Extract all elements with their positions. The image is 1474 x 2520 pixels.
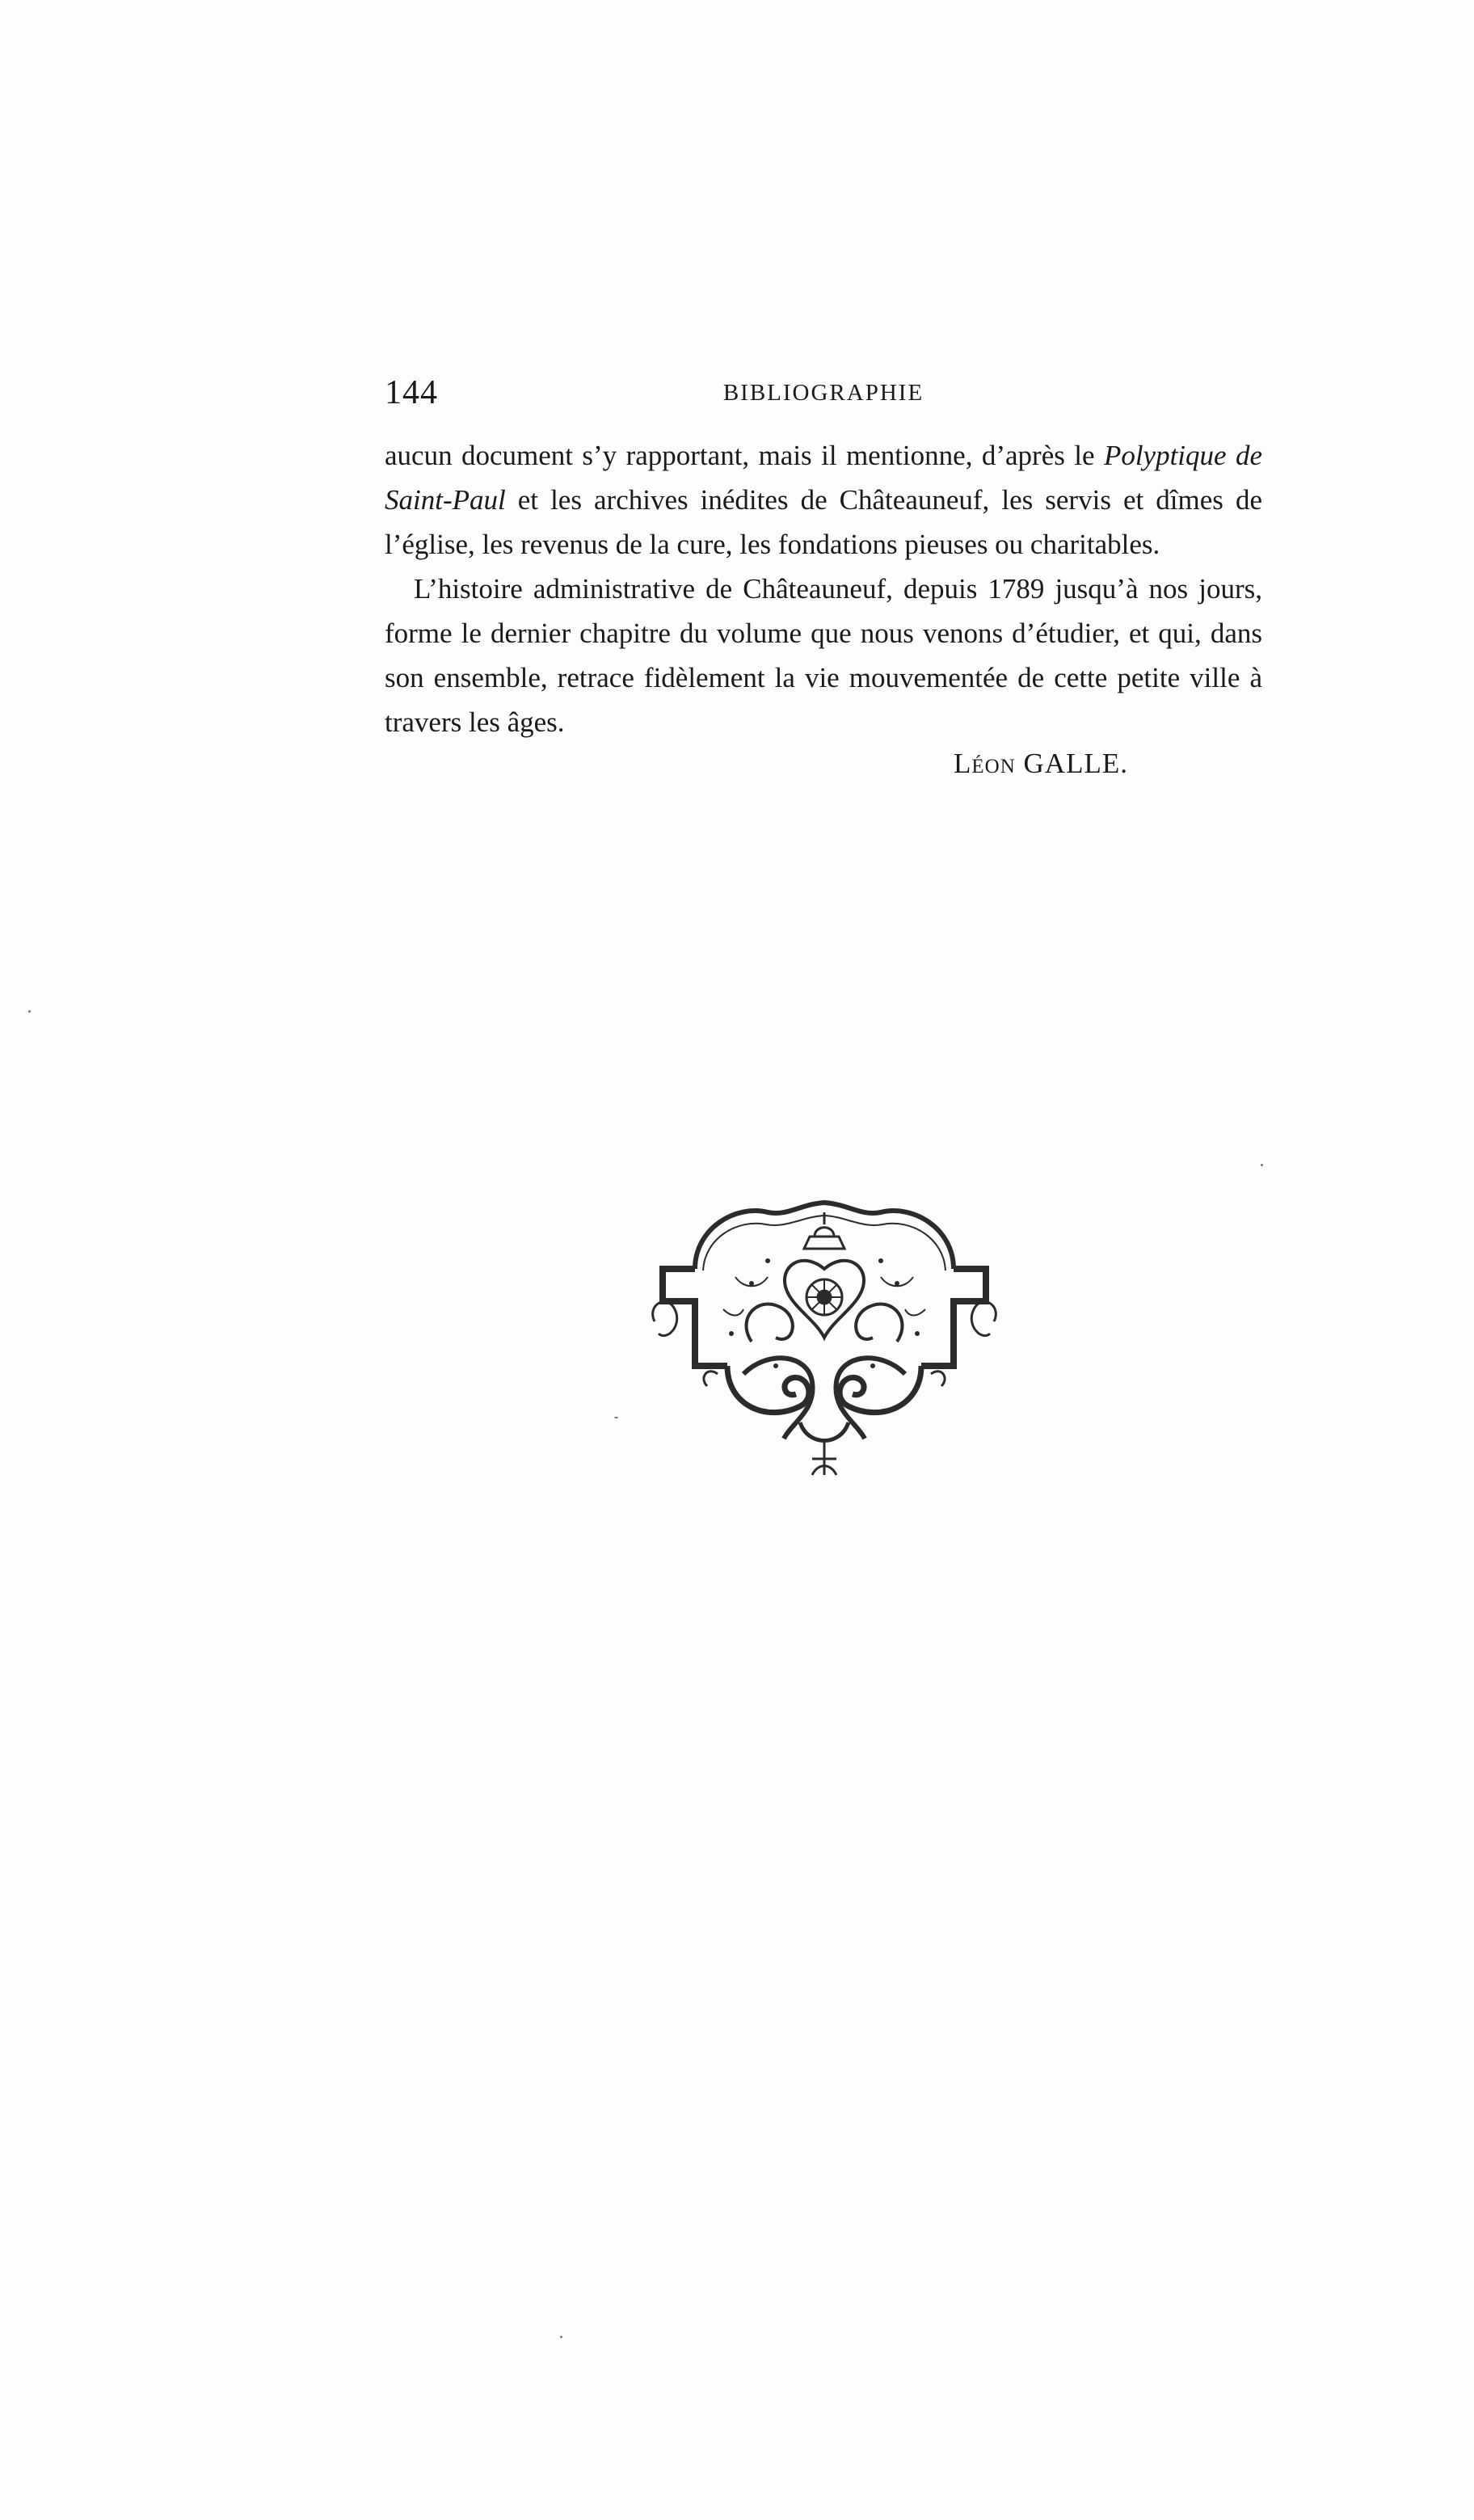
page-header [385, 373, 1262, 422]
ink-speck [560, 2336, 562, 2338]
ink-speck [28, 1010, 31, 1013]
paragraph-2: L’histoire administrative de Châteauneuf, depuis 1789 jusqu’à nos jours, forme le dernier chapitre du volume que nous venons d’étudier, et qui, dans son ensemble, retrace fidèlement la vie mouvementée de cette petite ville à travers les âges. [385, 573, 1262, 738]
body-text [385, 433, 1262, 744]
fleuron-ornament-icon [646, 1180, 1002, 1487]
polyptique-title: Polyptique de Saint-Paul [385, 440, 1263, 516]
author-signature [954, 748, 1128, 780]
paragraph-1-text-b: et les archives inédites de Châteauneuf, les servis et dîmes de l’église, les revenus de la cure, les fondations pieuses ou charitables. [385, 484, 1262, 560]
paragraph-1 [385, 433, 1262, 567]
author-first-name: Léon [954, 748, 1016, 779]
page-number: 144 [385, 374, 438, 411]
ink-speck [1261, 1164, 1263, 1166]
ink-speck [614, 1417, 618, 1418]
paragraph-1-text-a: aucun document s’y rapportant, mais il mentionne, d’après le [385, 440, 1104, 471]
author-last-name: GALLE. [1023, 748, 1128, 779]
running-head: BIBLIOGRAPHIE [722, 380, 924, 406]
